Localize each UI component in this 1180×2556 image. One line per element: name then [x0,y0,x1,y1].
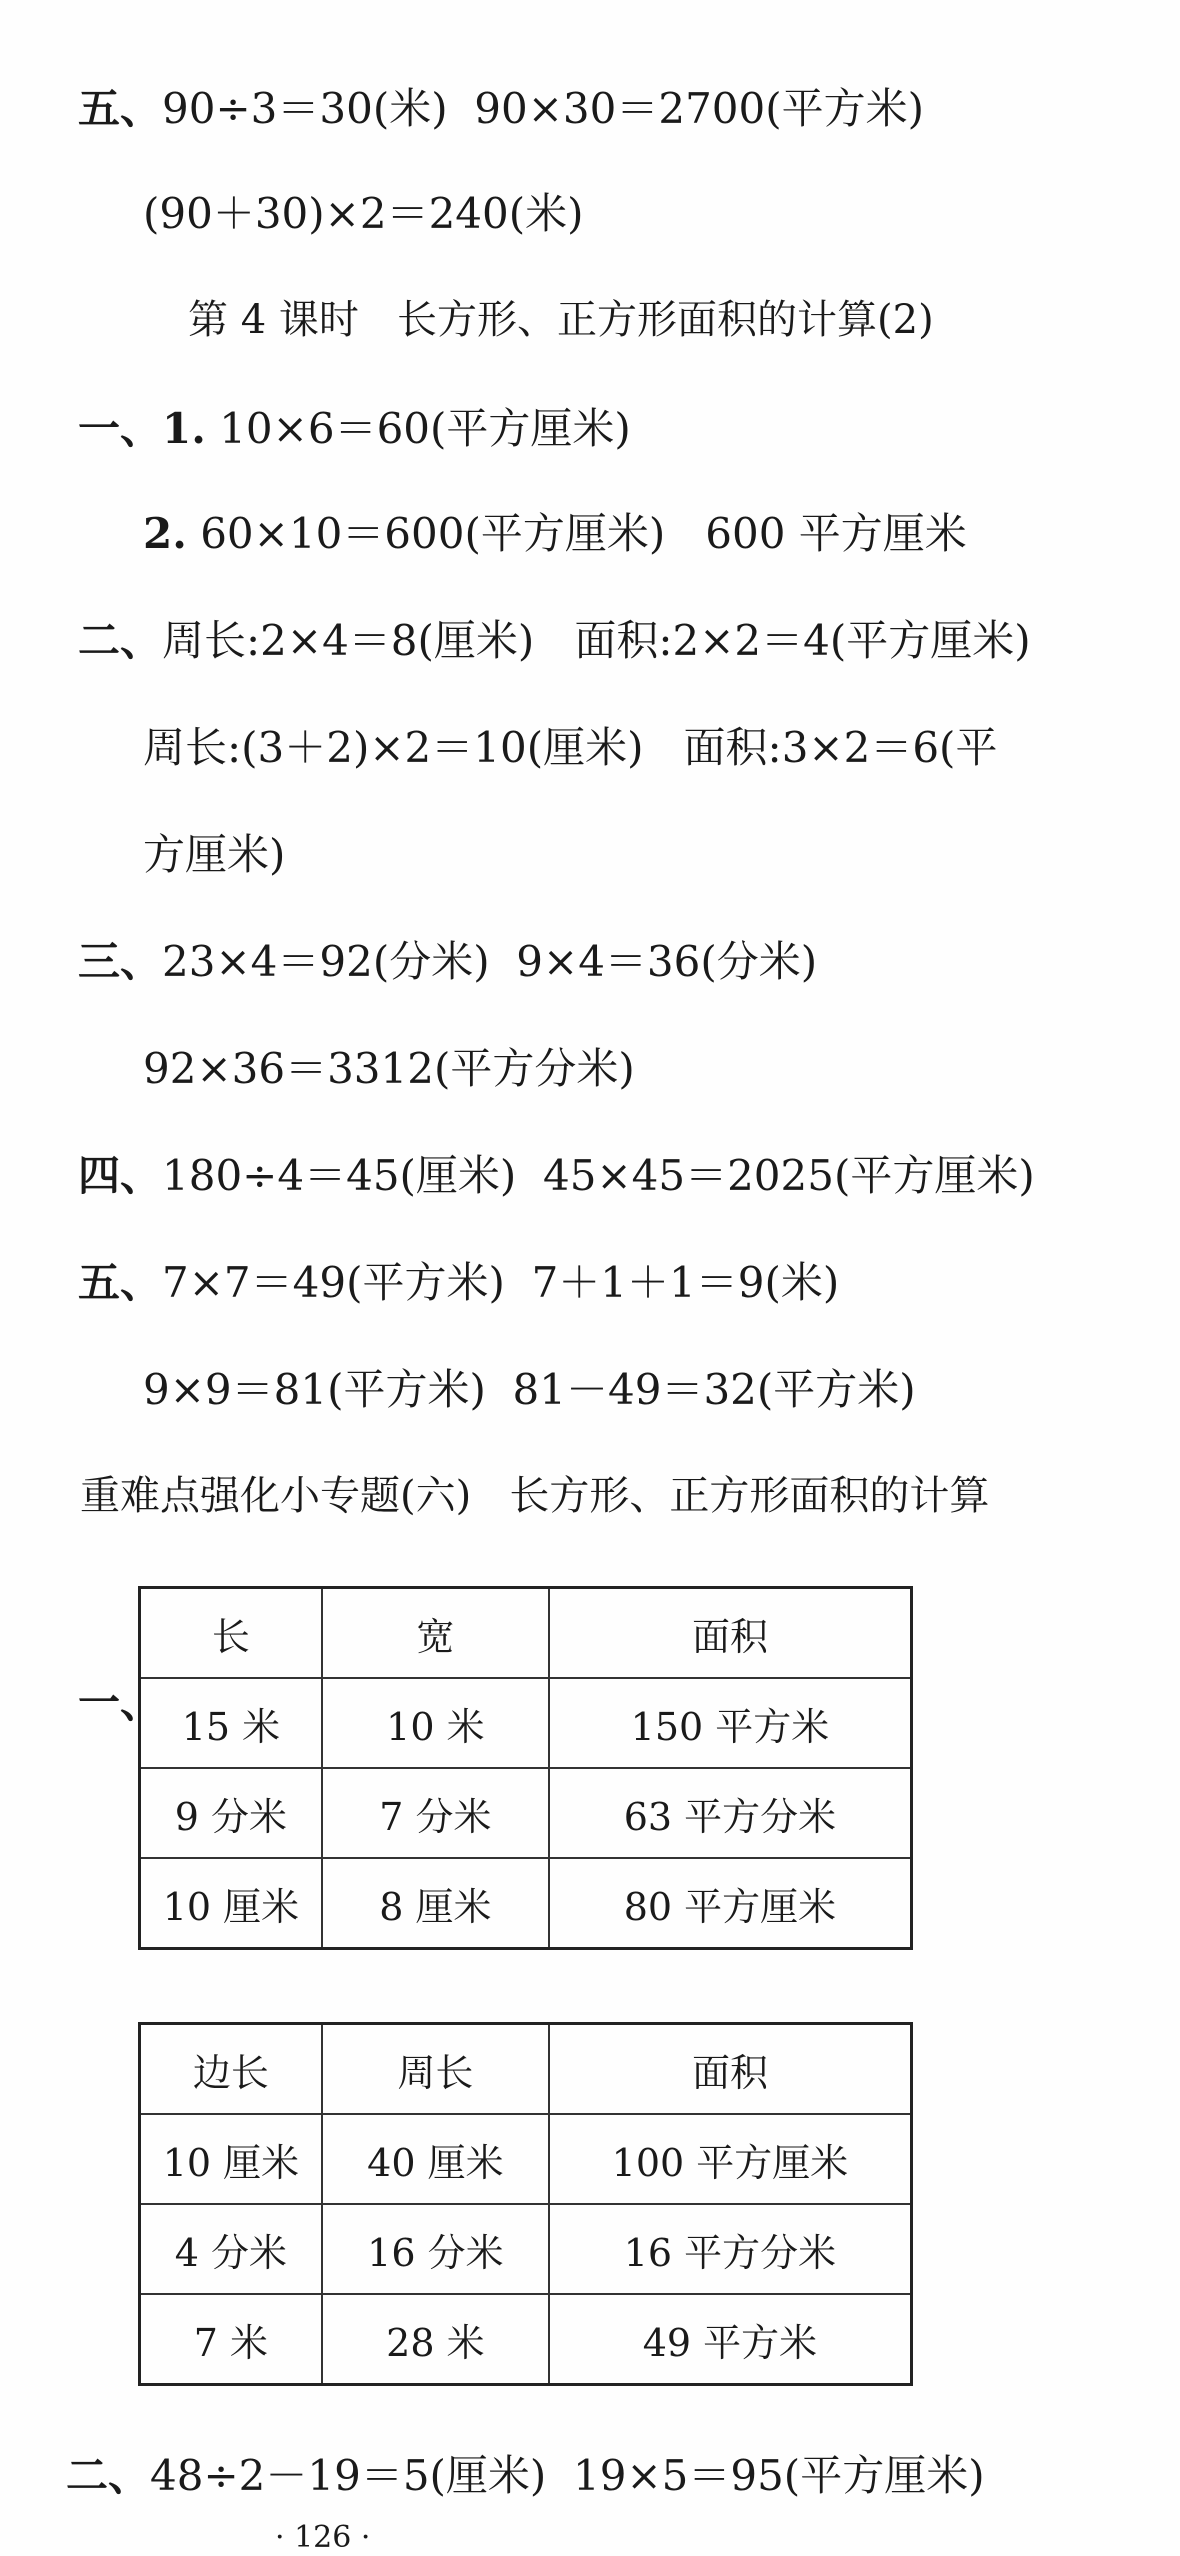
question-number: 三、 [78,937,163,986]
table-cell: 49 平方米 [549,2294,912,2385]
table-cell: 4 分米 [140,2204,322,2294]
table-cell: 28 米 [322,2294,549,2385]
answer-text: 48÷2－19＝5(厘米) 19×5＝95(平方厘米) [150,2451,985,2500]
table-cell: 40 厘米 [322,2114,549,2204]
question-number: 2. [143,509,187,558]
answer-text: 周长:2×4＝8(厘米) 面积:2×2＝4(平方厘米) [162,616,1031,665]
answer-line-3 [78,937,818,986]
table-cell: 10 米 [322,1678,549,1768]
table-header-cell: 边长 [140,2024,322,2115]
answer-line-5b [78,1258,840,1307]
topic-title: 重难点强化小专题(六) 长方形、正方形面积的计算 [80,1473,990,1519]
table-cell: 7 米 [140,2294,322,2385]
page-number: · 126 · [275,2520,371,2555]
answer-text: 23×4＝92(分米) 9×4＝36(分米) [162,937,818,986]
square-table [138,2022,913,2386]
table-header-cell: 面积 [549,2024,912,2115]
table-header-cell: 宽 [322,1588,549,1679]
question-number: 五、 [78,1258,163,1307]
question-number: 四、 [78,1151,163,1200]
answer-line-1-2 [143,509,967,558]
lesson-title: 第 4 课时 长方形、正方形面积的计算(2) [188,297,934,343]
question-number: 一、1. [78,404,206,453]
table-row [140,2294,912,2385]
answer-line-5 [78,84,925,133]
answer-line: 9×9＝81(平方米) 81－49＝32(平方米) [143,1365,916,1414]
table-row [140,1768,912,1858]
table-cell: 15 米 [140,1678,322,1768]
table-cell: 9 分米 [140,1768,322,1858]
answer-text: 7×7＝49(平方米) 7＋1＋1＝9(米) [162,1258,840,1307]
answer-line: 方厘米) [143,830,286,879]
answer-line-4 [78,1151,1035,1200]
table-row [140,1858,912,1949]
table-cell: 10 厘米 [140,2114,322,2204]
table-cell: 10 厘米 [140,1858,322,1949]
answer-text: 10×6＝60(平方厘米) [205,404,631,453]
question-number: 二、 [66,2451,151,2500]
table-cell: 16 平方分米 [549,2204,912,2294]
table-cell: 80 平方厘米 [549,1858,912,1949]
table-cell: 150 平方米 [549,1678,912,1768]
question-number: 一、 [78,1678,163,1727]
table-row [140,1678,912,1768]
answer-line: (90＋30)×2＝240(米) [143,189,584,238]
question-number: 五、 [78,84,163,133]
table-header-cell: 面积 [549,1588,912,1679]
table-cell: 16 分米 [322,2204,549,2294]
table-header-row [140,1588,912,1679]
answer-text: 60×10＝600(平方厘米) 600 平方厘米 [186,509,967,558]
answer-text: 90÷3＝30(米) 90×30＝2700(平方米) [162,84,925,133]
table-header-row [140,2024,912,2115]
rectangle-table [138,1586,913,1950]
table-header-cell: 长 [140,1588,322,1679]
answer-line: 92×36＝3312(平方分米) [143,1044,635,1093]
table-cell: 7 分米 [322,1768,549,1858]
answer-line-2b [66,2451,985,2500]
table-cell: 100 平方厘米 [549,2114,912,2204]
table-cell: 8 厘米 [322,1858,549,1949]
answer-line-1-1 [78,404,631,453]
answer-line: 周长:(3＋2)×2＝10(厘米) 面积:3×2＝6(平 [143,723,998,772]
table-header-cell: 周长 [322,2024,549,2115]
table-row [140,2114,912,2204]
table-cell: 63 平方分米 [549,1768,912,1858]
table-row [140,2204,912,2294]
answer-line-2 [78,616,1031,665]
answer-text: 180÷4＝45(厘米) 45×45＝2025(平方厘米) [162,1151,1035,1200]
question-number: 二、 [78,616,163,665]
